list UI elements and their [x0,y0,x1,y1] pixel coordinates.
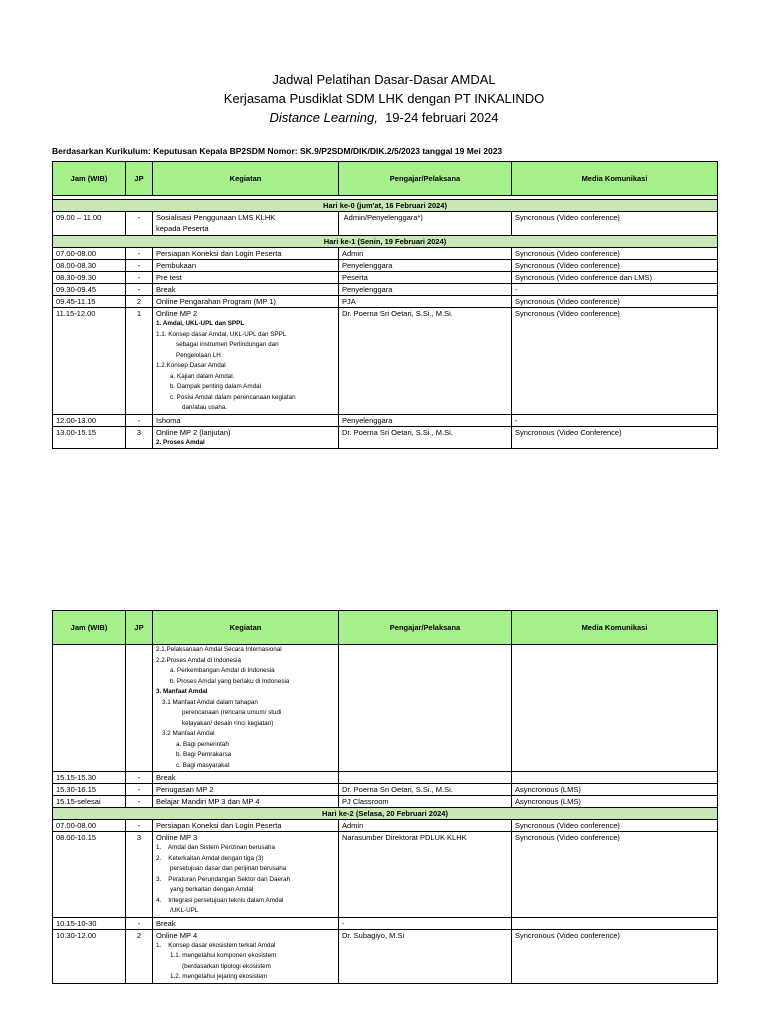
table-row: 15.15-15.30 - Break [53,772,718,784]
table-row: 15.15-selesai - Belajar Mandiri MP 3 dan MP 4 PJ Classroom Asyncronous (LMS) [53,796,718,808]
header-pengajar: Pengajar/Pelaksana [339,162,512,196]
header-pengajar: Pengajar/Pelaksana [339,611,512,645]
table-row: 10.15-10-30 - Break - [53,917,718,929]
table-header [53,162,718,196]
header-media: Media Komunikasi [512,611,718,645]
table-row: 08.30-09.30 - Pre test Peserta Syncronous (Video conference dan LMS) [53,272,718,284]
day-header-1: Hari ke-1 (Senin, 19 Februari 2024) [53,236,718,248]
schedule-table-page-1 [52,161,718,449]
header-jp: JP [126,611,153,645]
title-line-1: Jadwal Pelatihan Dasar-Dasar AMDAL [272,72,496,87]
title-dates: 19-24 februari 2024 [377,110,499,125]
table-row: 12.00-13.00 - Ishoma Penyelenggara - [53,414,718,426]
table-header [53,611,718,645]
table-row: 10.30-12.00 2 Online MP 4 1. Konsep dasar ekosistem terkait Amdal 1.1. mengetahui komponen ekosistem (berdasarkan tipologi ekosistem 1.2. mengetahui jejaring ekosistem Dr. Subagiyo, M.Si Syncronous (Video conference) [53,929,718,983]
table-row [53,645,718,772]
header-jam: Jam (WIB) [53,162,126,196]
curriculum-reference: Berdasarkan Kurikulum: Keputusan Kepala BP2SDM Nomor: SK.9/P2SDM/DIK/DIK.2/5/2023 tanggal 19 Mei 2023 [52,146,503,156]
header-jp: JP [126,162,153,196]
title-italic: Distance Learning, [269,110,378,125]
day-header-2: Hari ke-2 (Selasa, 20 Februari 2024) [53,808,718,820]
table-row: 07.00-08.00 - Persiapan Koneksi dan Login Peserta Admin Syncronous (Video conference) [53,820,718,832]
mp2-outline: 1. Amdal, UKL-UPL dan SPPL 1.1. Konsep dasar Amdal, UKL-UPL dan SPPL sebagai instrumen Perlindungan dan Pengelolaan LH 1.2.Konsep Dasar Amdal a. Kajian dalam Amdal. b. Dampak penting dalam Amdal c. Posisi Amdal dalam perencanaan kegiatan dan/atau usaha. [156,320,296,411]
header-kegiatan: Kegiatan [153,611,339,645]
title-line-3 [0,108,768,127]
header-media: Media Komunikasi [512,162,718,196]
table-row: 08.00-10.15 3 Online MP 3 1. Amdal dan Sistem Perizinan berusaha 2. Keterkaitan Amdal dengan tiga (3) persetujuan dasar dan perijinan berusaha 3. Peraturan Perundangan Sektor dan Daerah yang berkaitan dengan Amdal 4. Integrasi persetujuan teknis dalam Amdal /UKL-UPL Narasumber Direktorat PDLUK KLHK Syncronous (Video conference) [53,832,718,918]
day-header-0: Hari ke-0 (jum'at, 16 Februari 2024) [53,200,718,212]
title-line-2: Kerjasama Pusdiklat SDM LHK dengan PT INKALINDO [223,91,545,106]
table-row: 09.30-09.45 - Break Penyelenggara - [53,284,718,296]
table-row: 07.00-08.00 - Persiapan Koneksi dan Login Peserta Admin Syncronous (Video conference) [53,248,718,260]
table-row: 13.00-15.15 3 Online MP 2 (lanjutan) 2. Proses Amdal Dr. Poerna Sri Oetari, S.Si., M.Si. Syncronous (Video Conference) [53,426,718,449]
table-row: 11.15-12.00 1 Online MP 2 1. Amdal, UKL-UPL dan SPPL 1.1. Konsep dasar Amdal, UKL-UPL dan SPPL sebagai instrumen Perlindungan dan Pengelolaan LH 1.2.Konsep Dasar Amdal a. Kajian dalam Amdal. b. Dampak penting dalam Amdal c. Posisi Amdal dalam perencanaan kegiatan dan/atau usaha. Dr. Poerna Sri Oetari, S.Si., M.Si. Syncronous (Video conference) [53,308,718,415]
mp2-outline-continued: 2.1.Pelaksanaan Amdal Secara Internasional 2.2.Proses Amdal di Indonesia a. Perkembangan Amdal di Indonesia b. Proses Amdal yang berlaku di Indonesia 3. Manfaat Amdal 3.1 Manfaat Amdal dalam tahapan perencanaan (rencana umum/ studi kelayakan/ desain rinci kegiatan) 3.2 Manfaat Amdal a. Bagi pemerintah b. Bagi Pemrakarsa c. Bagi masyarakat [156,646,290,769]
table-row: 15.30-16.15 - Penugasan MP 2 Dr. Poerna Sri Oetari, S.Si., M.Si. Asyncronous (LMS) [53,784,718,796]
header-jam: Jam (WIB) [53,611,126,645]
mp3-outline: 1. Amdal dan Sistem Perizinan berusaha 2. Keterkaitan Amdal dengan tiga (3) persetujuan dasar dan perijinan berusaha 3. Peraturan Perundangan Sektor dan Daerah yang berkaitan dengan Amdal 4. Integrasi persetujuan teknis dalam Amdal /UKL-UPL [156,844,291,914]
table-row: 09.45-11.15 2 Online Pengarahan Program (MP 1) PJA Syncronous (Video conference) [53,296,718,308]
schedule-table-page-2 [52,610,718,984]
table-row: 09.00 – 11.00 - Sosialisasi Penggunaan LMS KLHK kepada Peserta Admin/Penyelenggara*) Syncronous (Video conference) [53,212,718,236]
document-title [0,70,768,127]
table-row: 08.00-08.30 - Pembukaan Penyelenggara Syncronous (Video conference) [53,260,718,272]
mp4-outline: 1. Konsep dasar ekosistem terkait Amdal 1.1. mengetahui komponen ekosistem (berdasarkan tipologi ekosistem 1.2. mengetahui jejaring ekosistem [156,941,277,980]
header-kegiatan: Kegiatan [153,162,339,196]
